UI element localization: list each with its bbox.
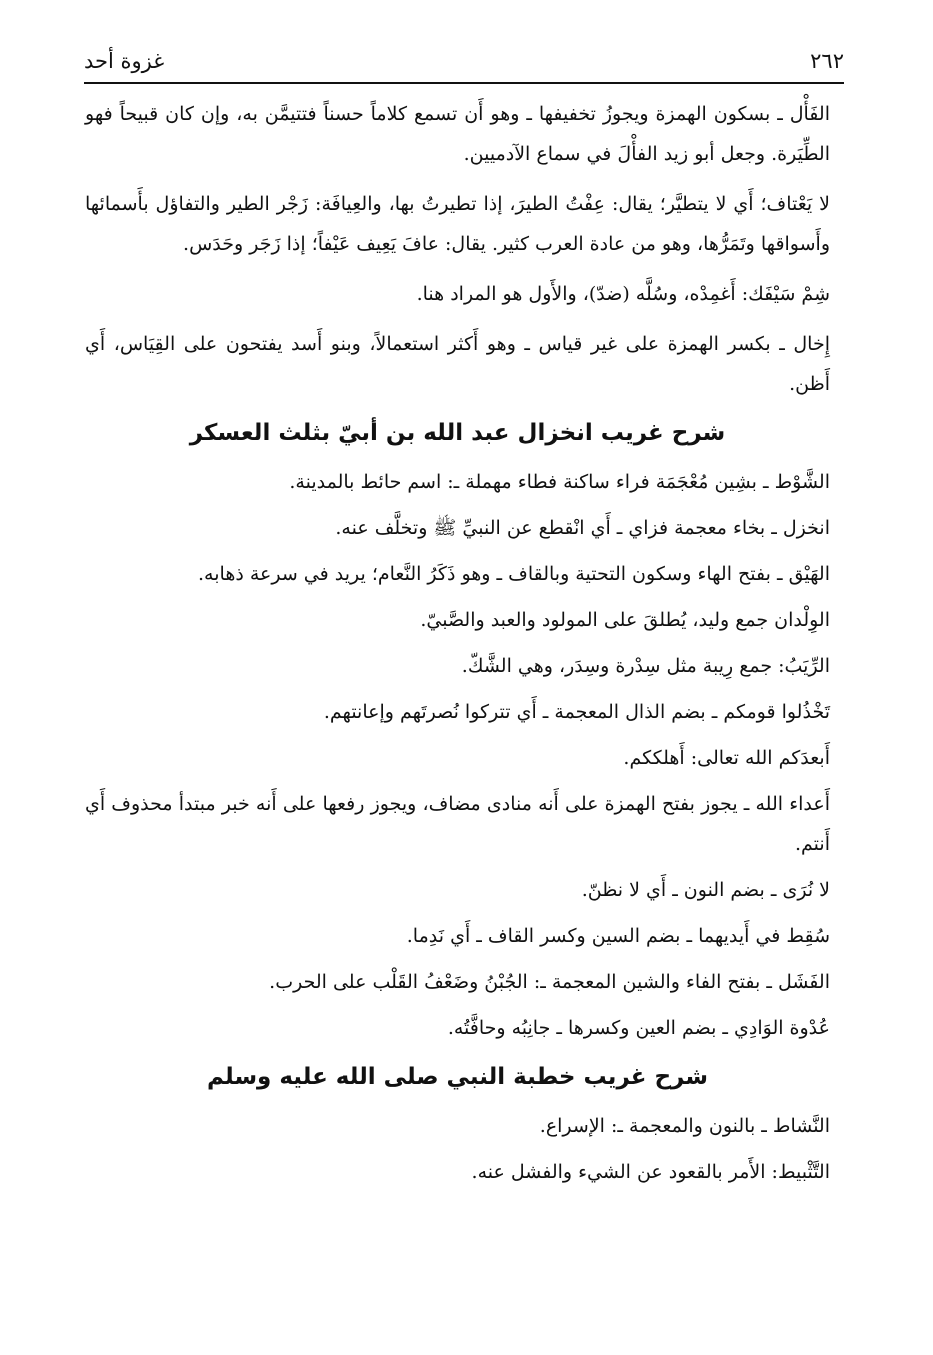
glossary-entry-inkhazal: انخزل ـ بخاء معجمة فزاي ـ أَي انْقطع عن النبيِّ ﷺ وتخلَّف عنه. <box>335 517 830 539</box>
glossary-entry-fashal: الفَشَل ـ بفتح الفاء والشين المعجمة ـ: الجُبْنُ وضَعْفُ القَلْب على الحرب. <box>269 971 830 993</box>
glossary-entry-abadakum: أَبعدَكم الله تعالى: أَهلككم. <box>623 747 830 769</box>
glossary-entry-udwa: عُدْوة الوَادِي ـ بضم العين وكسرها ـ جانِبُه وحافَّتُه. <box>447 1017 830 1039</box>
section-heading-khutba: شرح غريب خطبة النبي صلى الله عليه وسلم <box>207 1064 708 1090</box>
glossary-entry-wildan: الوِلْدان جمع وليد، يُطلقَ على المولود والعبد والصَّبيّ. <box>420 609 830 631</box>
section-heading-inkhizal: شرح غريب انخزال عبد الله بن أبيّ بثلث العسكر <box>189 420 726 446</box>
glossary-entry-la-nura: لا نُرَى ـ بضم النون ـ أَي لا نظنّ. <box>581 879 830 901</box>
glossary-entry-suqita: سُقِط في أَيديهما ـ بضم السين وكسر القاف ـ أَي نَدِما. <box>406 925 830 947</box>
glossary-entry-adaa-allah: أَعداء الله ـ يجوز بفتح الهمزة على أَنه منادى مضاف، ويجوز رفعها على أَنه خبر مبتدأ محذوف أَي أَنتم. <box>85 793 830 855</box>
glossary-entry-shawt: الشَّوْط ـ بشِين مُعْجَمَة فراء ساكنة فطاء مهملة ـ: اسم حائط بالمدينة. <box>289 471 830 493</box>
page-header <box>84 44 844 78</box>
glossary-entry-takhdhulu: تَخْذُلوا قومكم ـ بضم الذال المعجمة ـ أَي تتركوا نُصرتَهم وإعانتهم. <box>323 701 830 723</box>
paragraph-fal: الفَأْل ـ بسكون الهمزة ويجوزُ تخفيفها ـ وهو أَن تسمع كلاماً حسناً فتتيمَّن به، وإن كان قبيحاً فهو الطِّيَرة. وجعل أبو زيد الفأْلَ في سماع الآدميين. <box>85 103 830 165</box>
paragraph-shim-sayfak: شِمْ سَيْفَك: أَغمِدْه، وسُلَّه (ضدّ)، والأَول هو المراد هنا. <box>416 283 830 305</box>
page-number: ٢٦٢ <box>810 49 844 73</box>
glossary-entry-tathbit: التَّثْبيط: الأَمر بالقعود عن الشيء والفشل عنه. <box>471 1161 830 1183</box>
page-body <box>85 94 830 1198</box>
glossary-entry-nashat: النَّشاط ـ بالنون والمعجمة ـ: الإسراع. <box>539 1115 830 1137</box>
header-divider <box>84 82 844 84</box>
paragraph-ikhal: إِخال ـ بكسر الهمزة على غير قياس ـ وهو أَكثر استعمالاً، وبنو أَسد يفتحون على القِيَاس، أَي أَظن. <box>85 333 830 395</box>
paragraph-yataf: لا يَعْتاف؛ أَي لا يتطيَّر؛ يقال: عِفْتُ الطيرَ، إذا تطيرتُ بها، والعِيافَة: زَجْر الطير والتفاؤل بأَسمائها وأَسواقها وتَمَرُّها، وهو من عادة العرب كثير. يقال: عافَ يَعِيف عَيْفاً؛ إذا زَجَر وحَدَس. <box>85 193 830 255</box>
glossary-entry-hayq: الهَيْق ـ بفتح الهاء وسكون التحتية وبالقاف ـ وهو ذَكَرُ النَّعام؛ يريد في سرعة ذهابه. <box>198 563 830 585</box>
glossary-entry-riyab: الرِّيَبُ: جمع رِيبة مثل سِدْرة وسِدَر، وهي الشَّكّ. <box>461 655 830 677</box>
chapter-title: غزوة أحد <box>84 49 165 73</box>
